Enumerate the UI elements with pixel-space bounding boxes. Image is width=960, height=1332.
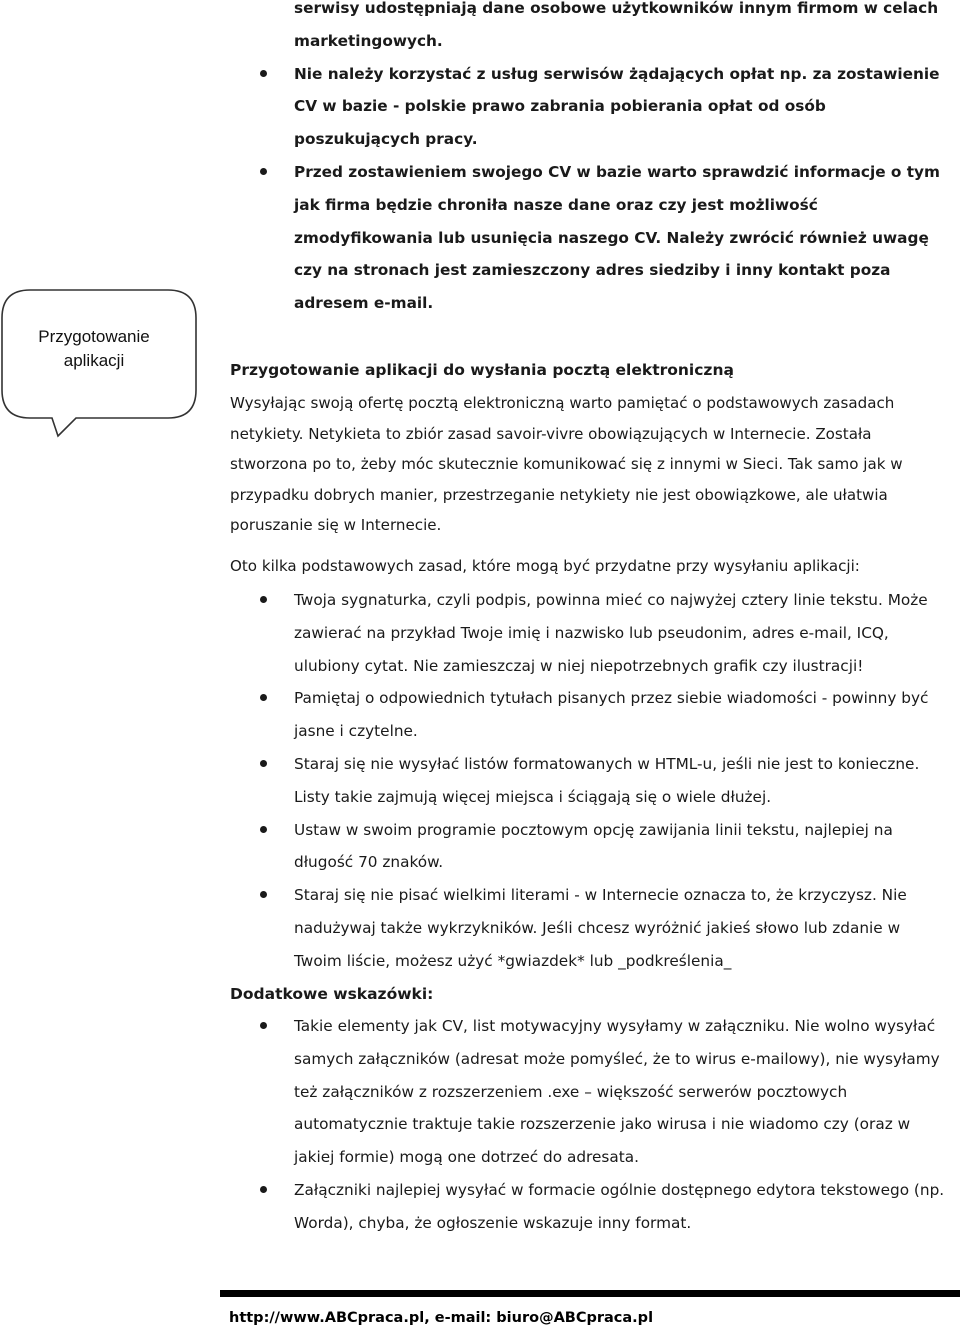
list-item: [230, 0, 950, 58]
list-item-text: Załączniki najlepiej wysyłać w formacie ogólnie dostępnego edytora tekstowego (np. Worda), chyba, że ogłoszenie wskazuje inny format.: [294, 1180, 945, 1232]
section-callout: [0, 278, 200, 438]
bullet-dot-icon: [260, 1022, 267, 1029]
list-item-text: serwisy udostępniają dane osobowe użytkowników innym firmom w celach marketingowych.: [294, 0, 939, 50]
list-item: [230, 1010, 950, 1174]
bullet-dot-icon: [260, 891, 267, 898]
bullet-dot-icon: [260, 168, 267, 175]
list-item: [230, 748, 950, 814]
extras-heading: Dodatkowe wskazówki:: [230, 985, 434, 1003]
list-item: [230, 682, 950, 748]
list-item: [230, 156, 950, 320]
list-item-text: Nie należy korzystać z usług serwisów żądających opłat np. za zostawienie CV w bazie - polskie prawo zabrania pobierania opłat od osób poszukujących pracy.: [294, 64, 940, 149]
rules-intro-paragraph: Oto kilka podstawowych zasad, które mogą być przydatne przy wysyłaniu aplikacji:: [230, 557, 860, 575]
rules-bullet-list: [230, 584, 950, 978]
intro-paragraph: Wysyłając swoją ofertę pocztą elektroniczną warto pamiętać o podstawowych zasadach netykiety. Netykieta to zbiór zasad savoir-vivre obowiązujących w Internecie. Została stworzona po to, żeby móc skutecznie komunikować się z innymi w Sieci. Tak samo jak w przypadku dobrych manier, przestrzeganie netykiety nie jest obowiązkowe, ale ułatwia poruszanie się w Internecie.: [230, 394, 903, 534]
footer-contact: http://www.ABCpraca.pl, e-mail: biuro@ABCpraca.pl: [229, 1310, 654, 1326]
list-item-text: Staraj się nie wysyłać listów formatowanych w HTML-u, jeśli nie jest to konieczne. Listy takie zajmują więcej miejsca i ściągają się o wiele dłużej.: [294, 754, 920, 806]
bullet-dot-icon: [260, 70, 267, 77]
list-item-text: Staraj się nie pisać wielkimi literami - w Internecie oznacza to, że krzyczysz. Nie nadużywaj także wykrzykników. Jeśli chcesz wyróżnić jakieś słowo lub zdanie w Twoim liście, możesz użyć *gwiazdek* lub _podkreślenia_: [294, 886, 907, 970]
bullet-dot-icon: [260, 760, 267, 767]
list-item: [230, 58, 950, 156]
bullet-dot-icon: [260, 1186, 267, 1193]
list-item: [230, 584, 950, 682]
list-item: [230, 879, 950, 977]
list-item-text: Takie elementy jak CV, list motywacyjny wysyłamy w załączniku. Nie wolno wysyłać samych załączników (adresat może pomyśleć, że to wirus e-mailowy), nie wysyłamy też załączników z rozszerzeniem .exe – większość serwerów pocztowych automatycznie traktuje takie rozszerzenie jako wirusa i nie wiadomo czy (oraz w jakiej formie) mogą one dotrzeć do adresata.: [294, 1017, 940, 1167]
footer-divider: [220, 1290, 960, 1297]
callout-line-1: Przygotowanie: [38, 327, 150, 346]
list-item-text: Ustaw w swoim programie pocztowym opcję zawijania linii tekstu, najlepiej na długość 70 znaków.: [294, 820, 893, 872]
list-item-text: Twoja sygnaturka, czyli podpis, powinna mieć co najwyżej cztery linie tekstu. Może zawierać na przykład Twoje imię i nazwisko lub pseudonim, adres e-mail, ICQ, ulubiony cytat. Nie zamieszczaj w niej niepotrzebnych grafik czy ilustracji!: [294, 591, 928, 675]
list-item-text: Pamiętaj o odpowiednich tytułach pisanych przez siebie wiadomości - powinny być jasne i czytelne.: [294, 689, 929, 741]
bullet-dot-icon: [260, 694, 267, 701]
callout-label: [6, 325, 182, 373]
list-item-text: Przed zostawieniem swojego CV w bazie warto sprawdzić informacje o tym jak firma będzie chroniła nasze dane oraz czy jest możliwość zmodyfikowania lub usunięcia naszego CV. Należy zwrócić również uwagę czy na stronach jest zamieszczony adres siedziby i inny kontakt poza adresem e-mail.: [294, 162, 940, 313]
list-item: [230, 814, 950, 880]
bullet-dot-icon: [260, 596, 267, 603]
bullet-dot-icon: [260, 826, 267, 833]
list-item: [230, 1174, 950, 1240]
top-bullet-list: [230, 0, 950, 320]
extras-bullet-list: [230, 1010, 950, 1240]
section-heading: Przygotowanie aplikacji do wysłania pocztą elektroniczną: [230, 361, 734, 379]
callout-line-2: aplikacji: [63, 351, 125, 370]
